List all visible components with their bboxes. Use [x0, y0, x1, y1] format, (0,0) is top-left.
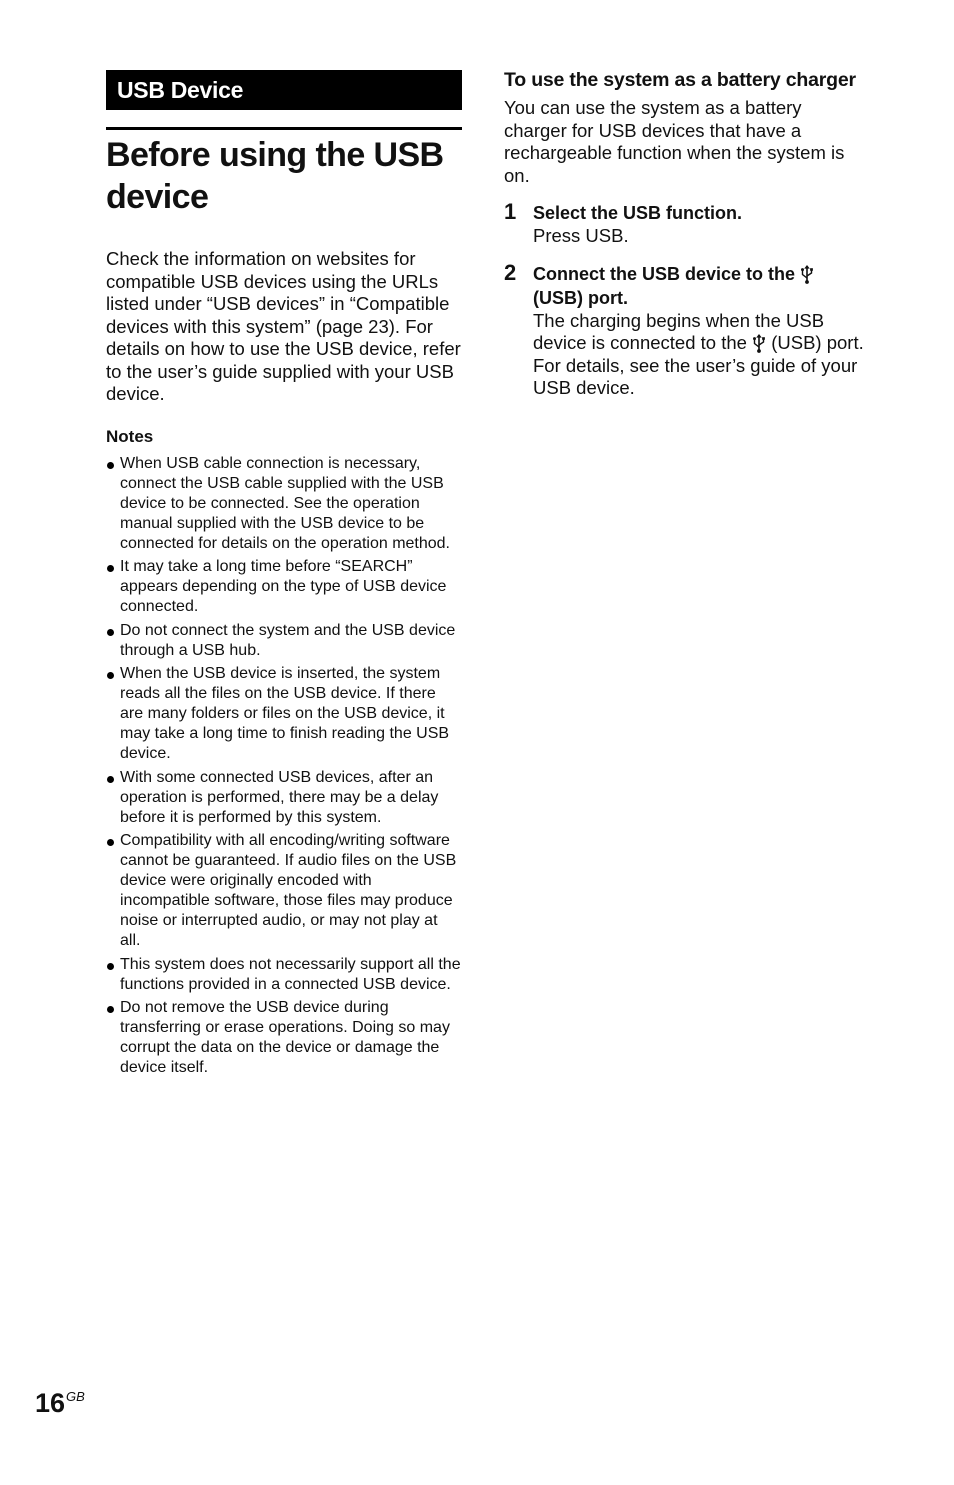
- steps-list: [504, 201, 864, 400]
- step-description-text: (USB) port. For details, see the user’s guide of your USB device.: [533, 332, 864, 398]
- note-item: [106, 621, 462, 661]
- bullet-icon: [107, 776, 114, 783]
- step-title: [533, 262, 864, 310]
- step-number: 1: [504, 199, 517, 224]
- note-item: [106, 664, 462, 764]
- usb-icon: [752, 333, 766, 353]
- page-number: [35, 1380, 85, 1420]
- page-number-value: 16: [35, 1388, 66, 1418]
- bullet-icon: [107, 565, 114, 572]
- step-1: [504, 201, 864, 248]
- left-column: [106, 70, 462, 1082]
- note-text: Do not connect the system and the USB device through a USB hub.: [120, 621, 456, 659]
- battery-charger-body: You can use the system as a battery charger for USB devices that have a rechargeable function when the system is on.: [504, 97, 845, 186]
- note-text: This system does not necessarily support all the functions provided in a connected USB device.: [120, 955, 461, 993]
- notes-heading: Notes: [106, 426, 154, 446]
- step-title-text: (USB) port.: [533, 287, 628, 308]
- notes-list: [106, 454, 462, 1079]
- note-text: When the USB device is inserted, the system reads all the files on the USB device. If there are many folders or files on the USB device, it may take a long time to finish reading the USB device.: [120, 665, 450, 762]
- right-column: [504, 66, 864, 414]
- note-item: [106, 454, 462, 554]
- note-text: Compatibility with all encoding/writing software cannot be guaranteed. If audio files on the USB device were originally encoded with incompatible software, those files may produce noise or interrupted audio, or may not play at all.: [120, 832, 457, 949]
- step-description-text: The charging begins when the USB device is connected to the: [533, 309, 825, 353]
- note-item: [106, 557, 462, 617]
- usb-icon: [800, 264, 814, 284]
- step-description: [533, 310, 864, 400]
- note-text: With some connected USB devices, after an operation is performed, there may be a delay before it is performed by this system.: [120, 768, 439, 826]
- bullet-icon: [107, 629, 114, 636]
- bullet-icon: [107, 1006, 114, 1013]
- bullet-icon: [107, 462, 114, 469]
- note-item: [106, 998, 462, 1078]
- note-item: [106, 768, 462, 828]
- page-title: Before using the USB device: [106, 136, 444, 216]
- battery-charger-heading: To use the system as a battery charger: [504, 69, 856, 91]
- intro-paragraph: Check the information on websites for compatible USB devices using the URLs listed under “USB devices” in “Compatible devices with this system” (page 23). For details on how to use the USB device, refer to the user’s guide supplied with your USB device.: [106, 248, 461, 404]
- bullet-icon: [107, 839, 114, 846]
- page-number-suffix: GB: [66, 1389, 85, 1404]
- note-item: [106, 831, 462, 951]
- bullet-icon: [107, 963, 114, 970]
- step-title-text: Connect the USB device to the: [533, 263, 796, 284]
- note-item: [106, 955, 462, 995]
- step-2: [504, 259, 864, 400]
- step-description: Press USB.: [533, 225, 629, 246]
- bullet-icon: [107, 672, 114, 679]
- note-text: Do not remove the USB device during transferring or erase operations. Doing so may corrupt the data on the device or damage the device itself.: [120, 999, 450, 1076]
- section-banner: USB Device: [106, 70, 462, 110]
- note-text: When USB cable connection is necessary, connect the USB cable supplied with the USB device to be connected. See the operation manual supplied with the USB device to be connected for details on the operation method.: [120, 454, 450, 552]
- step-number: 2: [504, 259, 517, 285]
- step-title: Select the USB function.: [533, 203, 743, 223]
- note-text: It may take a long time before “SEARCH” appears depending on the type of USB device connected.: [120, 558, 447, 615]
